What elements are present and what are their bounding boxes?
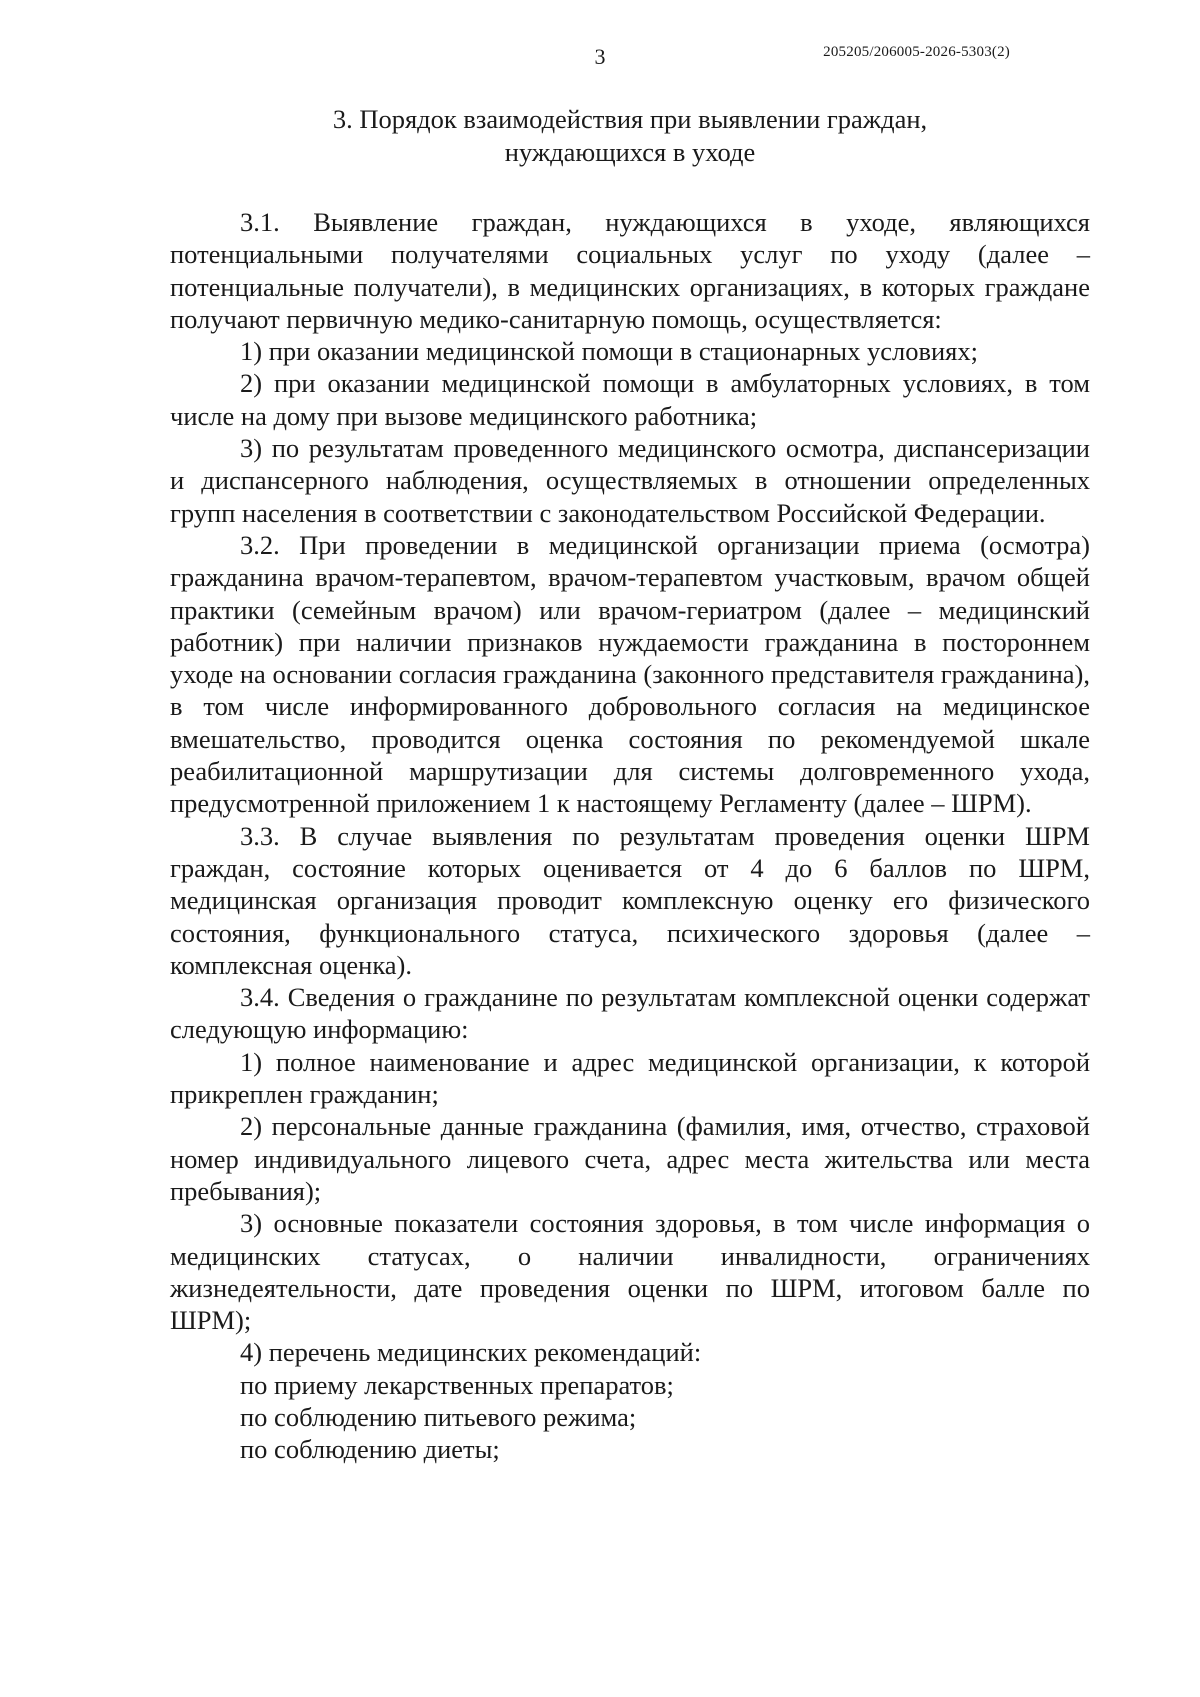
- paragraph-3-2: 3.2. При проведении в медицинской организации приема (осмотра) гражданина врачом-терапевтом, врачом-терапевтом участковым, врачом общей практики (семейным врачом) или врачом-гериатром (далее – медицинский работник) при наличии признаков нуждаемости гражданина в постороннем уходе на основании согласия гражданина (законного представителя гражданина), в том числе информированного добровольного согласия на медицинское вмешательство, проводится оценка состояния по рекомендуемой шкале реабилитационной маршрутизации для системы долговременного ухода, предусмотренной приложением 1 к настоящему Регламенту (далее – ШРМ).: [170, 529, 1090, 819]
- paragraph-3-3: 3.3. В случае выявления по результатам проведения оценки ШРМ граждан, состояние которых оценивается от 4 до 6 баллов по ШРМ, медицинская организация проводит комплексную оценку его физического состояния, функционального статуса, психического здоровья (далее – комплексная оценка).: [170, 820, 1090, 980]
- recommendation-drinking-regime: по соблюдению питьевого режима;: [240, 1401, 637, 1432]
- list-item-3-4-2: 2) персональные данные гражданина (фамилия, имя, отчество, страховой номер индивидуального лицевого счета, адрес места жительства или места пребывания);: [170, 1111, 1090, 1206]
- page-number: 3: [594, 44, 606, 69]
- document-body: [170, 206, 1090, 1466]
- list-item-3-1-3: 3) по результатам проведенного медицинского осмотра, диспансеризации и диспансерного наблюдения, осуществляемых в отношении определенных групп населения в соответствии с законодательством Российской Федерации.: [170, 433, 1090, 528]
- recommendation-medication: по приему лекарственных препаратов;: [240, 1369, 674, 1400]
- paragraph-3-4: 3.4. Сведения о гражданине по результатам комплексной оценки содержат следующую информацию:: [170, 982, 1090, 1045]
- recommendation-diet: по соблюдению диеты;: [240, 1434, 500, 1465]
- list-item-3-4-4: 4) перечень медицинских рекомендаций:: [240, 1337, 702, 1368]
- document-code: 205205/206005-2026-5303(2): [823, 44, 1010, 60]
- list-item-3-1-1: 1) при оказании медицинской помощи в стационарных условиях;: [240, 336, 978, 367]
- list-item-3-4-1: 1) полное наименование и адрес медицинской организации, к которой прикреплен гражданин;: [170, 1046, 1090, 1110]
- section-title: [170, 103, 1090, 169]
- section-title-line-1: 3. Порядок взаимодействия при выявлении граждан,: [332, 104, 928, 134]
- list-item-3-4-3: 3) основные показатели состояния здоровья, в том числе информация о медицинских статусах, о наличии инвалидности, ограничениях жизнедеятельности, дате проведения оценки по ШРМ, итоговом балле по ШРМ);: [170, 1208, 1090, 1336]
- section-title-line-2: нуждающихся в уходе: [504, 137, 756, 167]
- list-item-3-1-2: 2) при оказании медицинской помощи в амбулаторных условиях, в том числе на дому при вызове медицинского работника;: [170, 368, 1090, 431]
- paragraph-3-1: 3.1. Выявление граждан, нуждающихся в уходе, являющихся потенциальными получателями социальных услуг по уходу (далее – потенциальные получатели), в медицинских организациях, в которых граждане получают первичную медико-санитарную помощь, осуществляется:: [170, 207, 1090, 334]
